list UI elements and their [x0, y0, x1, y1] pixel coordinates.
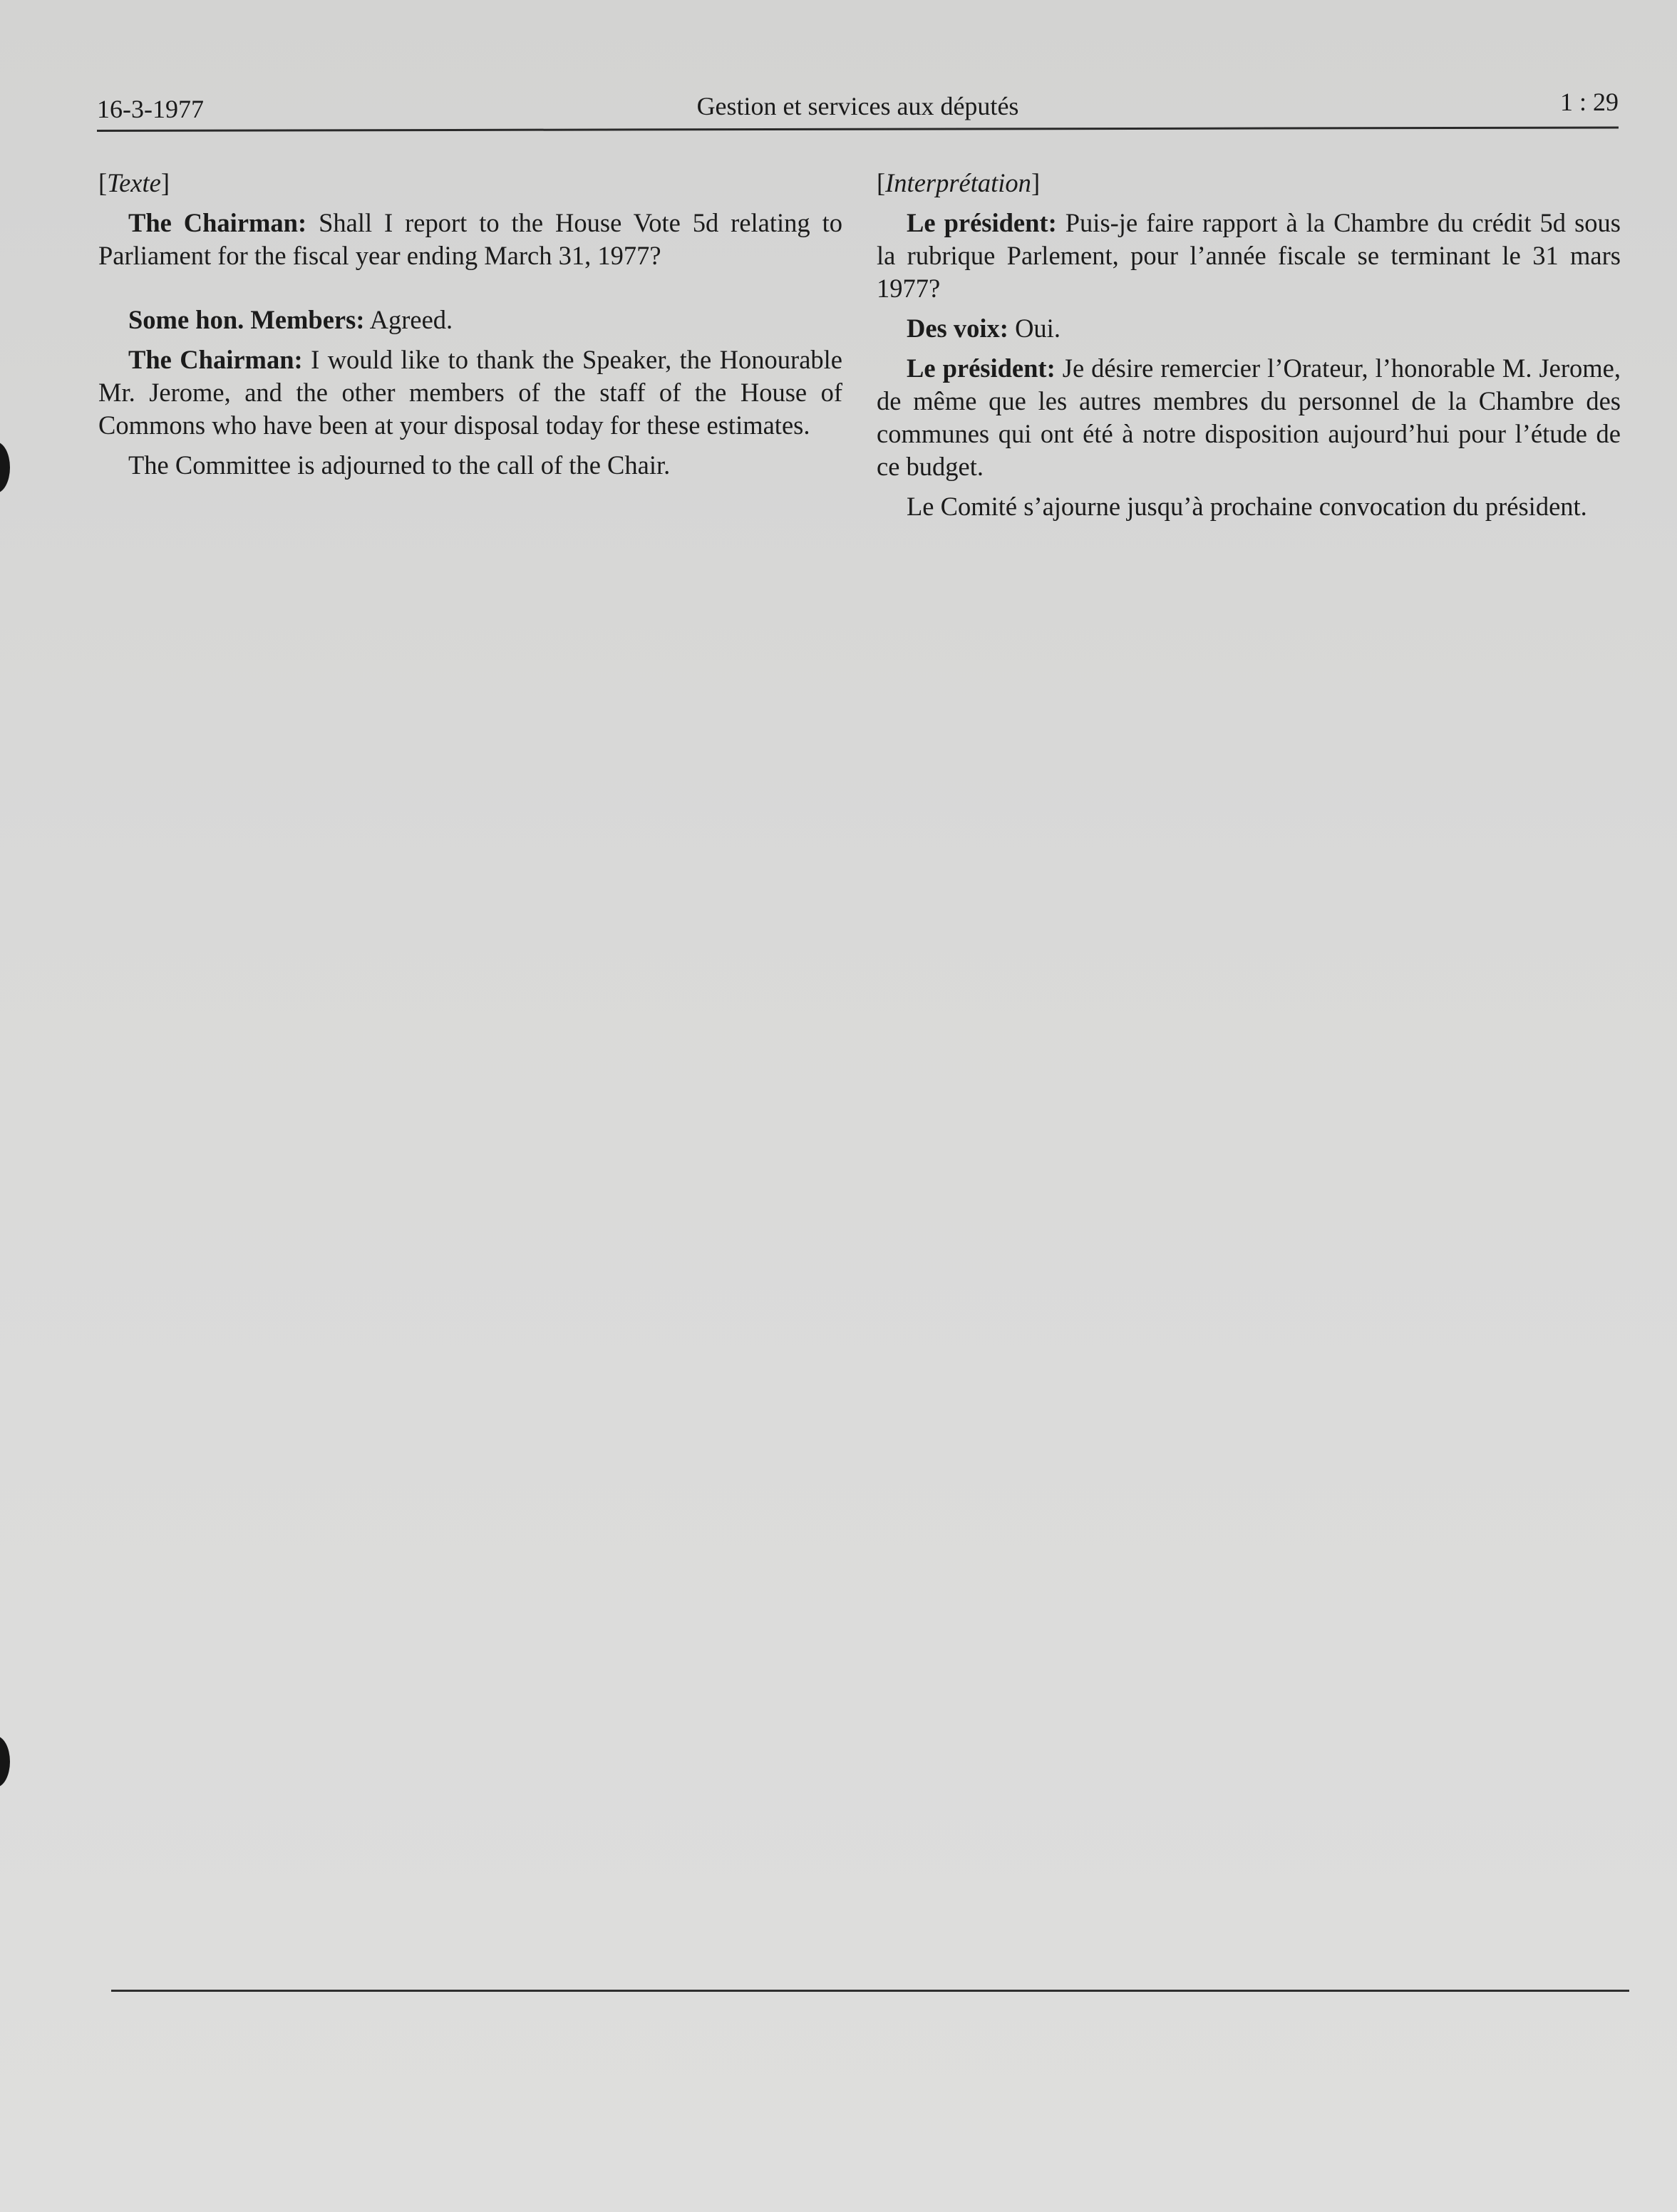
footer-rule [111, 1990, 1629, 1992]
header-title: Gestion et services aux députés [696, 92, 1019, 120]
speech-text: Puis-je faire rapport à la Chambre du crédit 5d sous la rubrique Parlement, pour l’année fiscale se terminant le 31 mars 1977? [877, 208, 1621, 303]
speaker-name: The Chairman: [128, 345, 303, 374]
speech-text: Oui. [1008, 314, 1061, 343]
french-column [877, 167, 1621, 523]
section-label-english: [Texte] [98, 168, 170, 197]
speech-text: Shall I report to the House Vote 5d relating to Parliament for the fiscal year ending March 31, 1977? [98, 208, 842, 270]
page-header [97, 84, 1619, 127]
paragraph-chairman-thanks [98, 343, 842, 442]
paragraph-ajournement: Le Comité s’ajourne jusqu’à prochaine convocation du président. [907, 492, 1587, 521]
paragraph-president-remerciements [877, 352, 1621, 483]
header-page-number: 1 : 29 [1559, 88, 1619, 116]
header-date: 16-3-1977 [97, 95, 204, 123]
speaker-name: Des voix: [907, 314, 1008, 343]
paragraph-voix-oui [877, 312, 1621, 345]
speech-text: Je désire remercier l’Orateur, l’honorable M. Jerome, de même que les autres membres du personnel de la Chambre des communes qui ont été à notre disposition aujourd’hui pour l’étude de ce budget. [877, 353, 1621, 481]
section-label-french: [Interprétation] [877, 168, 1041, 197]
paragraph-president-rapport [877, 207, 1621, 305]
speech-text: I would like to thank the Speaker, the Honourable Mr. Jerome, and the other members of the staff of the House of Commons who have been at your disposal today for these estimates. [98, 345, 842, 440]
speech-text: Agreed. [364, 305, 453, 334]
speaker-name: Le président: [907, 353, 1056, 383]
speaker-name: The Chairman: [128, 208, 307, 237]
paragraph-adjournment: The Committee is adjourned to the call of the Chair. [128, 450, 671, 480]
english-column [98, 167, 842, 482]
speaker-name: Some hon. Members: [128, 305, 365, 334]
speaker-name: Le président: [907, 208, 1057, 237]
paragraph-chairman-report [98, 207, 842, 272]
paragraph-members-agreed [98, 304, 842, 336]
